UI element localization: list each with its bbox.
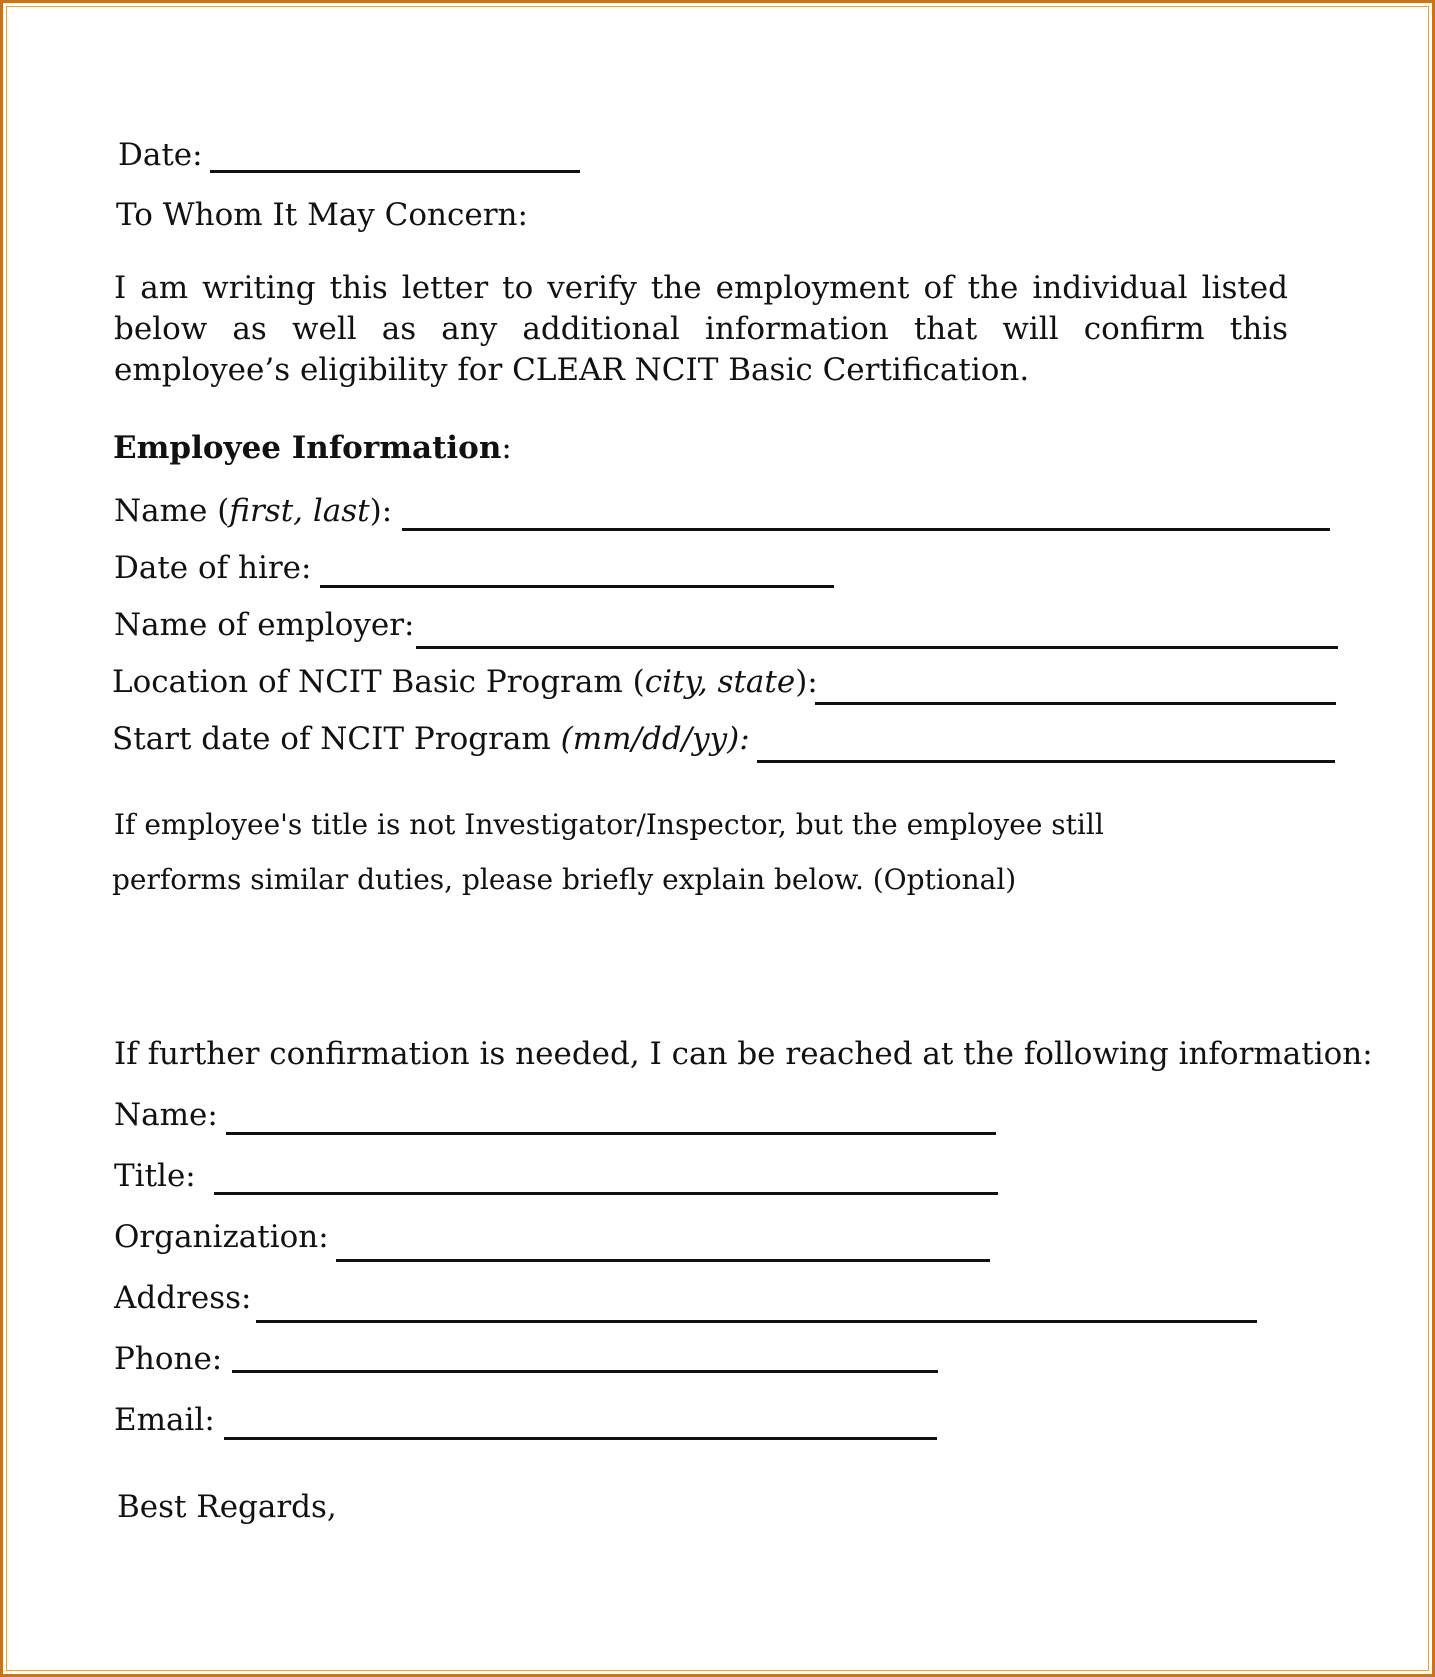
date-of-hire-label: Date of hire:	[114, 550, 312, 586]
date-label: Date:	[118, 137, 203, 173]
contact-email-label: Email:	[114, 1402, 215, 1438]
optional-note-line1: If employee's title is not Investigator/Inspector, but the employee still	[114, 808, 1104, 841]
contact-phone-label: Phone:	[114, 1341, 223, 1377]
salutation: To Whom It May Concern:	[116, 197, 528, 233]
employee-info-heading-colon: :	[501, 430, 512, 466]
program-location-field[interactable]	[815, 702, 1336, 705]
employee-name-label-start: Name (	[114, 493, 230, 529]
contact-email-field[interactable]	[224, 1437, 937, 1440]
employer-label: Name of employer:	[114, 607, 415, 643]
contact-title-label: Title:	[114, 1158, 196, 1194]
program-location-label	[112, 664, 818, 700]
date-field[interactable]	[210, 170, 580, 173]
employee-info-heading-text: Employee Information	[113, 430, 502, 466]
program-start-date-label-start: Start date of NCIT Program	[112, 721, 561, 757]
employee-name-field[interactable]	[402, 528, 1330, 531]
program-start-date-label	[112, 721, 750, 757]
contact-address-field[interactable]	[256, 1320, 1257, 1323]
program-start-date-field[interactable]	[757, 760, 1335, 763]
program-location-label-start: Location of NCIT Basic Program (	[112, 664, 645, 700]
employee-info-heading	[113, 430, 512, 466]
contact-name-field[interactable]	[226, 1132, 996, 1135]
contact-address-label: Address:	[114, 1280, 252, 1316]
contact-phone-field[interactable]	[232, 1370, 938, 1373]
program-location-label-italic: city, state	[644, 664, 796, 700]
closing: Best Regards,	[117, 1489, 337, 1525]
date-of-hire-field[interactable]	[320, 585, 834, 588]
employer-field[interactable]	[416, 646, 1338, 649]
contact-name-label: Name:	[114, 1097, 218, 1133]
program-location-label-end: ):	[795, 664, 818, 700]
contact-organization-field[interactable]	[336, 1259, 990, 1262]
optional-note-line2: performs similar duties, please briefly explain below. (Optional)	[112, 863, 1017, 896]
contact-intro: If further confirmation is needed, I can be reached at the following information:	[114, 1036, 1373, 1072]
employee-name-label-italic: first, last	[229, 493, 370, 529]
employee-name-label-end: ):	[369, 493, 393, 529]
employee-name-label	[114, 493, 392, 529]
program-start-date-label-italic: (mm/dd/yy):	[560, 721, 750, 757]
contact-organization-label: Organization:	[114, 1219, 329, 1255]
intro-paragraph: I am writing this letter to verify the employment of the individual listed below as well as any additional information that will confirm this employee’s eligibility for CLEAR NCIT Basic Certification.	[114, 270, 1288, 388]
contact-title-field[interactable]	[214, 1192, 998, 1195]
